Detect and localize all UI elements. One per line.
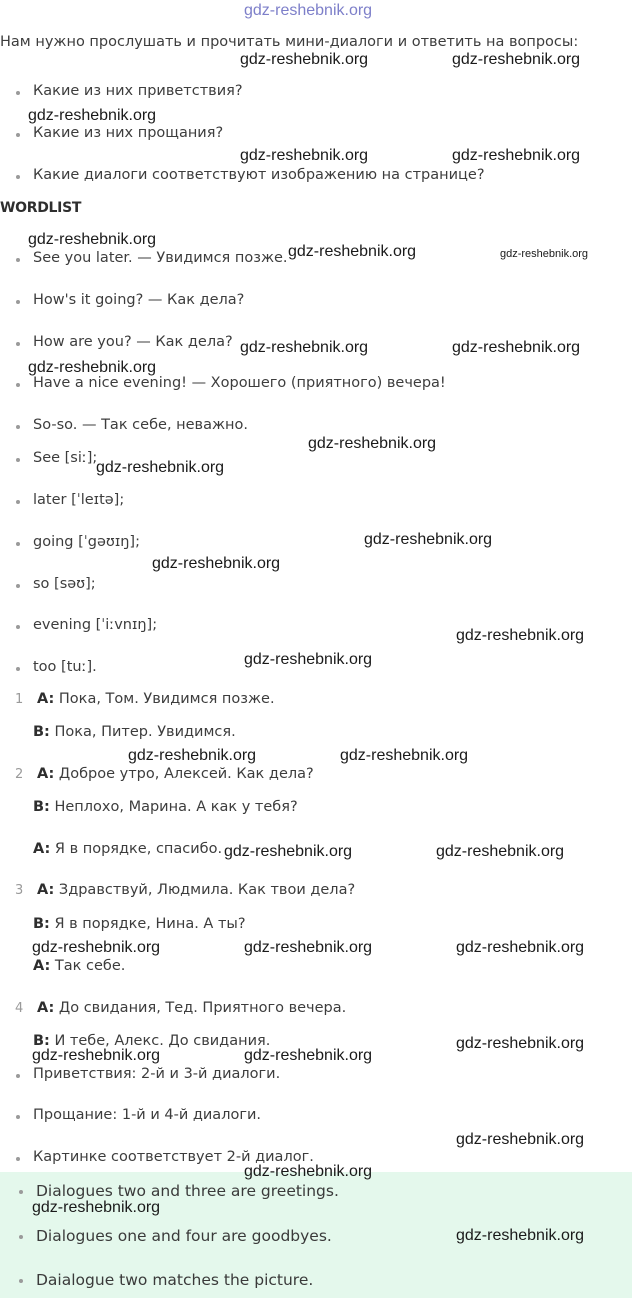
wordlist-item: later [ˈleɪtə]; xyxy=(33,492,125,508)
watermark: gdz-reshebnik.org xyxy=(240,147,369,164)
dialogue-number: 4 xyxy=(15,1001,24,1016)
watermark: gdz-reshebnik.org xyxy=(456,1035,585,1052)
watermark: gdz-reshebnik.org xyxy=(456,939,585,956)
dialogue-text: И тебе, Алекс. До свидания. xyxy=(54,1033,271,1049)
dialogue-line xyxy=(33,958,125,974)
dialogue-line xyxy=(33,724,236,740)
watermark: gdz-reshebnik.org xyxy=(340,747,469,764)
speaker-label: B: xyxy=(33,916,50,932)
watermark: gdz-reshebnik.org xyxy=(32,1047,161,1064)
wordlist-item: Have a nice evening! — Хорошего (приятного) вечера! xyxy=(33,375,446,391)
dialogue-line xyxy=(33,799,298,815)
watermark: gdz-reshebnik.org xyxy=(240,51,369,68)
dialogue-line xyxy=(33,916,246,932)
wordlist-item: too [tuː]. xyxy=(33,659,97,675)
watermark: gdz-reshebnik.org xyxy=(456,1131,585,1148)
dialogue-text: Так себе. xyxy=(54,958,126,974)
watermark: gdz-reshebnik.org xyxy=(500,248,589,260)
question-item: Какие из них приветствия? xyxy=(33,83,243,99)
dialogue-line xyxy=(37,766,314,782)
watermark: gdz-reshebnik.org xyxy=(244,939,373,956)
speaker-label: A: xyxy=(33,841,51,857)
watermark: gdz-reshebnik.org xyxy=(456,1227,585,1244)
question-item: Какие диалоги соответствуют изображению на странице? xyxy=(33,167,485,183)
watermark: gdz-reshebnik.org xyxy=(452,339,581,356)
watermark: gdz-reshebnik.org xyxy=(96,459,225,476)
watermark: gdz-reshebnik.org xyxy=(364,531,493,548)
speaker-label: A: xyxy=(37,882,55,898)
speaker-label: A: xyxy=(37,766,55,782)
wordlist-item: See you later. — Увидимся позже. xyxy=(33,250,288,266)
question-item: Какие из них прощания? xyxy=(33,125,224,141)
watermark: gdz-reshebnik.org xyxy=(244,2,373,19)
watermark: gdz-reshebnik.org xyxy=(244,1163,373,1180)
speaker-label: B: xyxy=(33,724,50,740)
wordlist-item: How's it going? — Как дела? xyxy=(33,292,245,308)
dialogue-text: Здравствуй, Людмила. Как твои дела? xyxy=(58,882,356,898)
watermark: gdz-reshebnik.org xyxy=(436,843,565,860)
watermark: gdz-reshebnik.org xyxy=(128,747,257,764)
answer-item: Приветствия: 2-й и 3-й диалоги. xyxy=(33,1066,281,1082)
dialogue-text: Пока, Том. Увидимся позже. xyxy=(58,691,275,707)
watermark: gdz-reshebnik.org xyxy=(32,1199,161,1216)
dialogue-line xyxy=(37,882,355,898)
watermark: gdz-reshebnik.org xyxy=(28,231,157,248)
answer-en-item: Dialogues two and three are greetings. xyxy=(36,1182,339,1200)
wordlist-item: How are you? — Как дела? xyxy=(33,334,233,350)
wordlist-heading: WORDLIST xyxy=(0,200,82,216)
answer-item: Прощание: 1-й и 4-й диалоги. xyxy=(33,1107,261,1123)
answer-en-item: Dialogues one and four are goodbyes. xyxy=(36,1227,332,1245)
wordlist-item: See [siː]; xyxy=(33,450,98,466)
wordlist-item: So-so. — Так себе, неважно. xyxy=(33,417,249,433)
watermark: gdz-reshebnik.org xyxy=(28,107,157,124)
speaker-label: A: xyxy=(37,1000,55,1016)
intro-text: Нам нужно прослушать и прочитать мини-диалоги и ответить на вопросы: xyxy=(0,34,579,50)
dialogue-text: До свидания, Тед. Приятного вечера. xyxy=(58,1000,347,1016)
watermark: gdz-reshebnik.org xyxy=(308,435,437,452)
watermark: gdz-reshebnik.org xyxy=(224,843,353,860)
answer-item: Картинке соответствует 2-й диалог. xyxy=(33,1149,314,1165)
dialogue-number: 1 xyxy=(15,692,24,707)
dialogue-text: Я в порядке, Нина. А ты? xyxy=(54,916,246,932)
watermark: gdz-reshebnik.org xyxy=(28,359,157,376)
watermark: gdz-reshebnik.org xyxy=(452,147,581,164)
watermark: gdz-reshebnik.org xyxy=(152,555,281,572)
watermark: gdz-reshebnik.org xyxy=(288,243,417,260)
dialogue-line xyxy=(37,1000,346,1016)
watermark: gdz-reshebnik.org xyxy=(456,627,585,644)
watermark: gdz-reshebnik.org xyxy=(452,51,581,68)
watermark: gdz-reshebnik.org xyxy=(244,1047,373,1064)
speaker-label: B: xyxy=(33,1033,50,1049)
watermark: gdz-reshebnik.org xyxy=(32,939,161,956)
wordlist-item: so [səʊ]; xyxy=(33,576,96,592)
dialogue-text: Я в порядке, спасибо. xyxy=(54,841,223,857)
answer-en-item: Daialogue two matches the picture. xyxy=(36,1271,314,1289)
dialogue-text: Неплохо, Марина. А как у тебя? xyxy=(54,799,298,815)
wordlist-item: going [ˈgəʊɪŋ]; xyxy=(33,534,140,550)
dialogue-number: 2 xyxy=(15,767,24,782)
dialogue-text: Доброе утро, Алексей. Как дела? xyxy=(58,766,314,782)
speaker-label: A: xyxy=(33,958,51,974)
watermark: gdz-reshebnik.org xyxy=(240,339,369,356)
wordlist-item: evening [ˈiːvnɪŋ]; xyxy=(33,617,158,633)
dialogue-line xyxy=(33,841,222,857)
speaker-label: B: xyxy=(33,799,50,815)
watermark: gdz-reshebnik.org xyxy=(244,651,373,668)
dialogue-text: Пока, Питер. Увидимся. xyxy=(54,724,236,740)
dialogue-line xyxy=(37,691,275,707)
speaker-label: A: xyxy=(37,691,55,707)
dialogue-number: 3 xyxy=(15,883,24,898)
